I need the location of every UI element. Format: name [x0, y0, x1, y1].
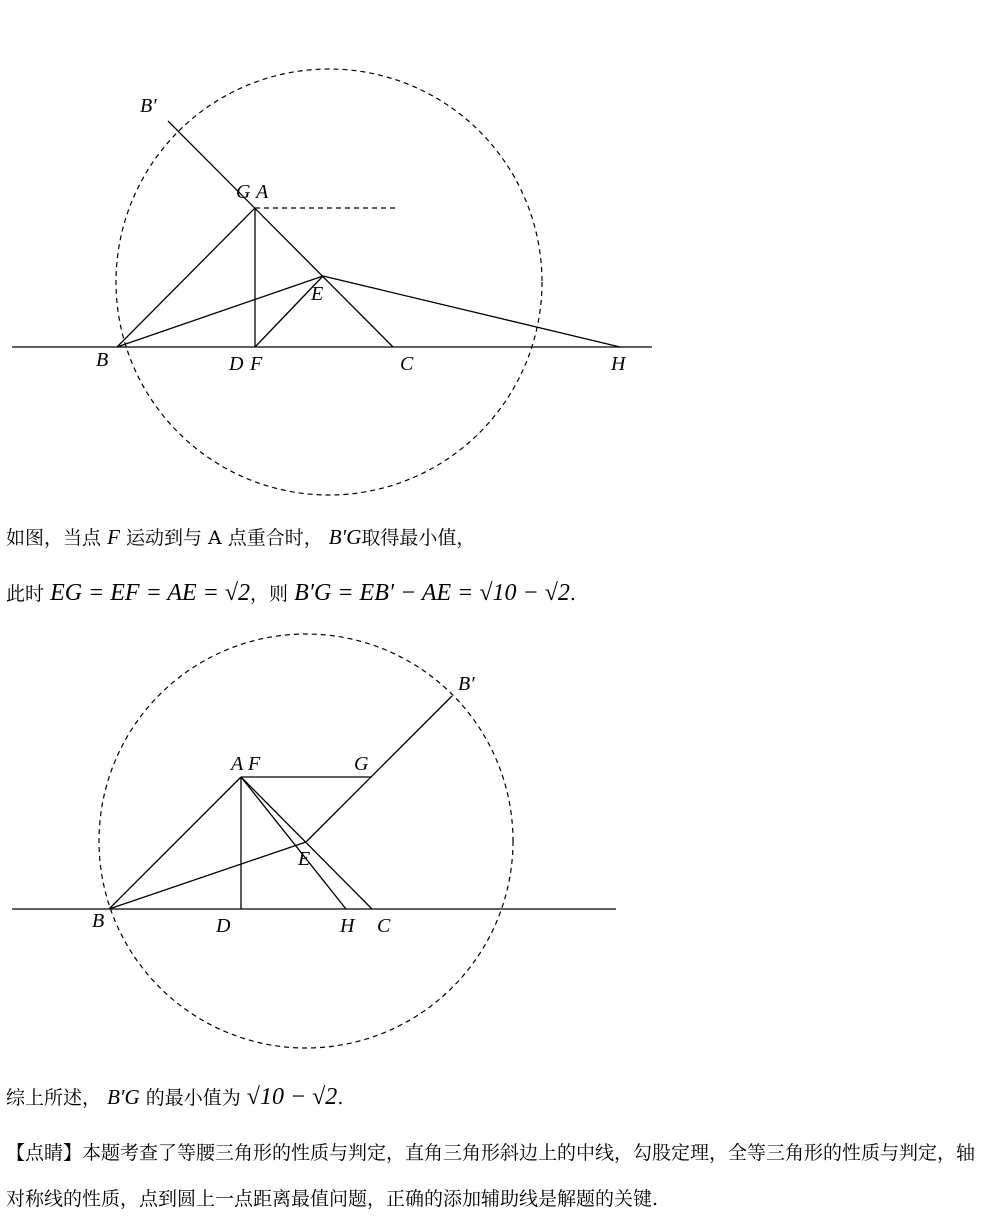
label-c: C	[400, 353, 414, 375]
label-b: B	[96, 349, 109, 371]
line1-expr: B′G	[328, 525, 362, 549]
text-line-3	[6, 1082, 343, 1113]
segment-b-e	[109, 842, 306, 909]
label-d: D	[229, 353, 244, 375]
segment-e-h	[323, 276, 620, 347]
segment-a-c	[241, 777, 372, 909]
line3-post: .	[337, 1087, 344, 1109]
note-paragraph	[6, 1130, 976, 1222]
line1-post: 取得最小值，	[361, 527, 476, 549]
label-a: A	[256, 181, 269, 203]
figure-2	[0, 620, 981, 1060]
label-c: C	[377, 915, 391, 937]
line3-expr: B′G	[107, 1085, 140, 1109]
label-g: G	[236, 181, 251, 203]
line2-mid: ，则	[250, 583, 289, 605]
line3-value: √10 − √2	[246, 1084, 338, 1110]
segment-e-bprime	[306, 696, 452, 842]
label-h: H	[340, 915, 355, 937]
label-g: G	[354, 753, 369, 775]
line2-expr1: EG = EF = AE = √2	[50, 580, 251, 606]
text-line-2	[6, 578, 576, 609]
label-bprime: B′	[458, 673, 475, 695]
line1-mid: 运动到与 A 点重合时，	[125, 527, 323, 549]
label-f: F	[250, 353, 263, 375]
label-a: A	[231, 753, 244, 775]
segment-b-bprime	[168, 121, 393, 347]
line2-post: .	[569, 583, 576, 605]
dashed-circle	[99, 634, 513, 1048]
label-e: E	[311, 283, 324, 305]
segment-b-a	[109, 777, 241, 909]
line3-pre: 综上所述，	[6, 1087, 102, 1109]
label-bprime: B′	[140, 95, 157, 117]
note-body: 本题考查了等腰三角形的性质与判定，直角三角形斜边上的中线，勾股定理，全等三角形的性质与判定，轴对称线的性质，点到圆上一点距离最值问题，正确的添加辅助线是解题的关键.	[6, 1142, 976, 1210]
segment-b-e	[117, 276, 323, 347]
line1-var: F	[107, 525, 120, 549]
label-e: E	[298, 848, 311, 870]
label-f: F	[248, 753, 261, 775]
note-tag: 【点睛】	[6, 1142, 83, 1164]
text-line-1	[6, 522, 475, 553]
segment-b-a	[117, 208, 255, 347]
label-d: D	[216, 915, 231, 937]
line2-expr2: B′G = EB′ − AE = √10 − √2	[294, 580, 570, 606]
line2-pre: 此时	[6, 583, 45, 605]
label-h: H	[611, 353, 626, 375]
segment-a-h	[241, 777, 346, 909]
label-b: B	[92, 910, 105, 932]
figure-1	[0, 0, 981, 500]
line1-pre: 如图，当点	[6, 527, 102, 549]
line3-mid: 的最小值为	[145, 1087, 241, 1109]
